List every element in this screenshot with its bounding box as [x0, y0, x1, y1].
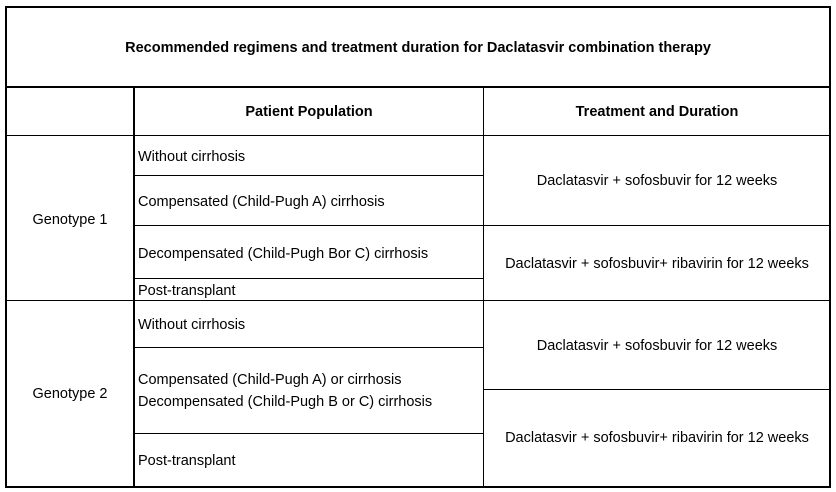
g1-population-post-transplant: Post-transplant [138, 283, 236, 299]
g2-pop-divider-1 [134, 347, 484, 348]
g1-population-decompensated: Decompensated (Child-Pugh Bor C) cirrhosis [138, 246, 429, 262]
g1-treatment-1: Daclatasvir + sofosbuvir for 12 weeks [536, 173, 778, 189]
g2-population-post-transplant: Post-transplant [138, 453, 236, 469]
header-treatment-duration: Treatment and Duration [575, 104, 739, 120]
header-row-divider [5, 135, 831, 136]
g2-treatment-2: Daclatasvir + sofosbuvir+ ribavirin for 12 weeks [505, 430, 809, 446]
g2-population-without-cirrhosis: Without cirrhosis [138, 317, 246, 333]
g1-population-compensated: Compensated (Child-Pugh A) cirrhosis [138, 194, 385, 210]
g1-pop-divider-3 [134, 278, 484, 279]
g1-treat-divider [484, 225, 830, 226]
table-border-right [829, 6, 831, 488]
g2-treat-divider [484, 389, 830, 390]
genotype-1-label: Genotype 1 [32, 212, 108, 228]
g2-population-decompensated: Decompensated (Child-Pugh B or C) cirrhosis [138, 394, 433, 410]
g1-pop-divider-1 [134, 175, 484, 176]
table-border-left [5, 6, 7, 488]
table-title: Recommended regimens and treatment duration for Daclatasvir combination therapy [125, 40, 711, 56]
g2-pop-divider-2 [134, 433, 484, 434]
header-patient-population: Patient Population [245, 104, 373, 120]
g1-pop-divider-2 [134, 225, 484, 226]
genotype-2-label: Genotype 2 [32, 386, 108, 402]
g2-population-compensated: Compensated (Child-Pugh A) or cirrhosis [138, 372, 402, 388]
column-divider-1 [133, 87, 135, 487]
g1-treatment-2: Daclatasvir + sofosbuvir+ ribavirin for 12 weeks [505, 256, 809, 272]
genotype-divider [5, 300, 831, 301]
g2-treatment-1: Daclatasvir + sofosbuvir for 12 weeks [536, 338, 778, 354]
table-border-top [5, 6, 831, 8]
title-row-divider [5, 86, 831, 88]
g1-population-without-cirrhosis: Without cirrhosis [138, 149, 246, 165]
table-border-bottom [5, 486, 831, 488]
column-divider-2 [483, 87, 484, 487]
